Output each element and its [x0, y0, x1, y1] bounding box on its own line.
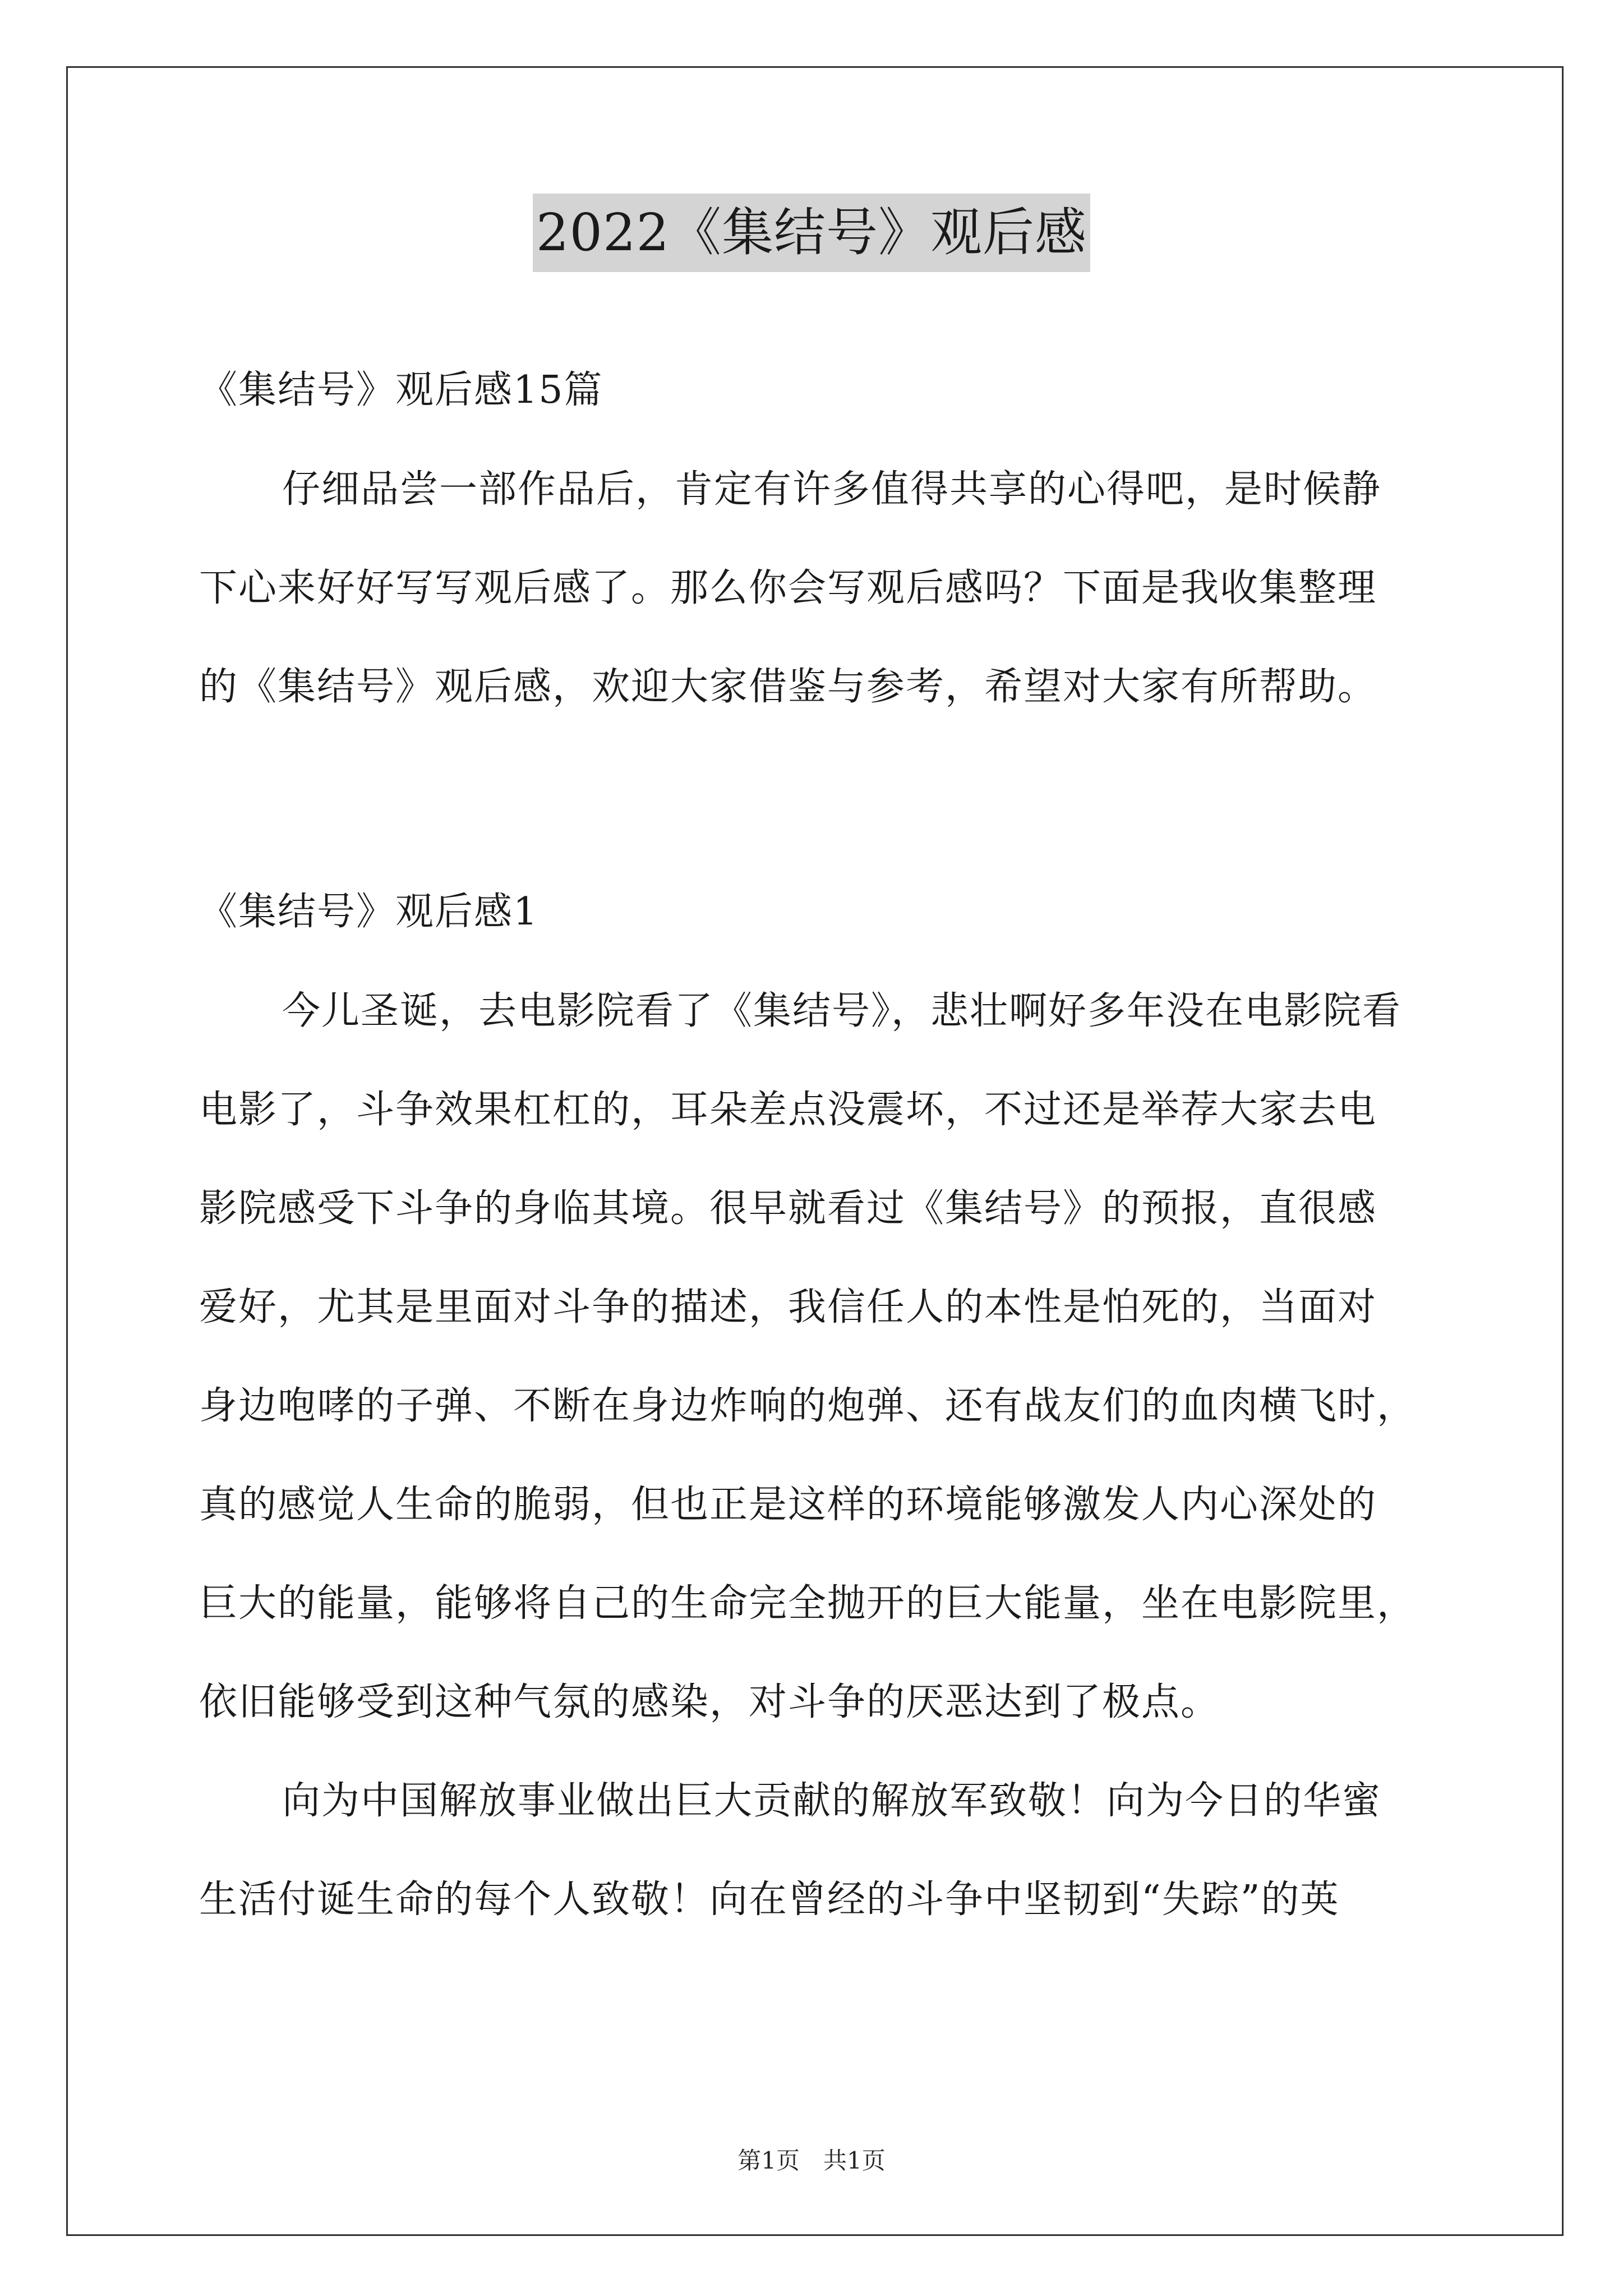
subtitle-block [199, 341, 1433, 440]
intro-paragraph [199, 440, 1433, 737]
paragraph-line: 身边咆哮的子弹、不断在身边炸响的炮弹、还有战友们的血肉横飞时， [199, 1384, 1417, 1428]
paragraph-line: 的《集结号》观后感，欢迎大家借鉴与参考，希望对大家有所帮助。 [199, 665, 1377, 709]
paragraph-line: 电影了，斗争效果杠杠的，耳朵差点没震坏，不过还是举荐大家去电 [199, 1088, 1377, 1132]
paragraph-line: 仔细品尝一部作品后，肯定有许多值得共享的心得吧，是时候静 [282, 467, 1382, 512]
page-number: 第1页 共1页 [737, 2147, 886, 2174]
section1-paragraph-1 [199, 962, 1433, 1752]
paragraph-line: 依旧能够受到这种气氛的感染，对斗争的厌恶达到了极点。 [199, 1680, 1220, 1724]
document-subtitle: 《集结号》观后感15篇 [199, 368, 603, 412]
paragraph-line: 巨大的能量，能够将自己的生命完全抛开的巨大能量，坐在电影院里， [199, 1581, 1417, 1626]
paragraph-line: 今儿圣诞，去电影院看了《集结号》，悲壮啊好多年没在电影院看 [282, 989, 1402, 1033]
paragraph-line: 真的感觉人生命的脆弱，但也正是这样的环境能够激发人内心深处的 [199, 1483, 1377, 1527]
paragraph-line: 爱好，尤其是里面对斗争的描述，我信任人的本性是怕死的，当面对 [199, 1285, 1377, 1329]
page-footer [0, 2144, 1623, 2178]
section1-paragraph-2 [199, 1752, 1433, 1949]
paragraph-line: 影院感受下斗争的身临其境。很早就看过《集结号》的预报，直很感 [199, 1186, 1377, 1231]
section-heading-block [199, 863, 1433, 961]
title-container [0, 194, 1623, 272]
paragraph-line: 生活付诞生命的每个人致敬！向在曾经的斗争中坚韧到“失踪”的英 [199, 1878, 1340, 1922]
paragraph-line: 下心来好好写写观后感了。那么你会写观后感吗？下面是我收集整理 [199, 566, 1377, 610]
document-title: 2022《集结号》观后感 [533, 194, 1090, 272]
paragraph-line: 向为中国解放事业做出巨大贡献的解放军致敬！向为今日的华蜜 [282, 1779, 1382, 1823]
section-heading: 《集结号》观后感1 [199, 890, 539, 934]
